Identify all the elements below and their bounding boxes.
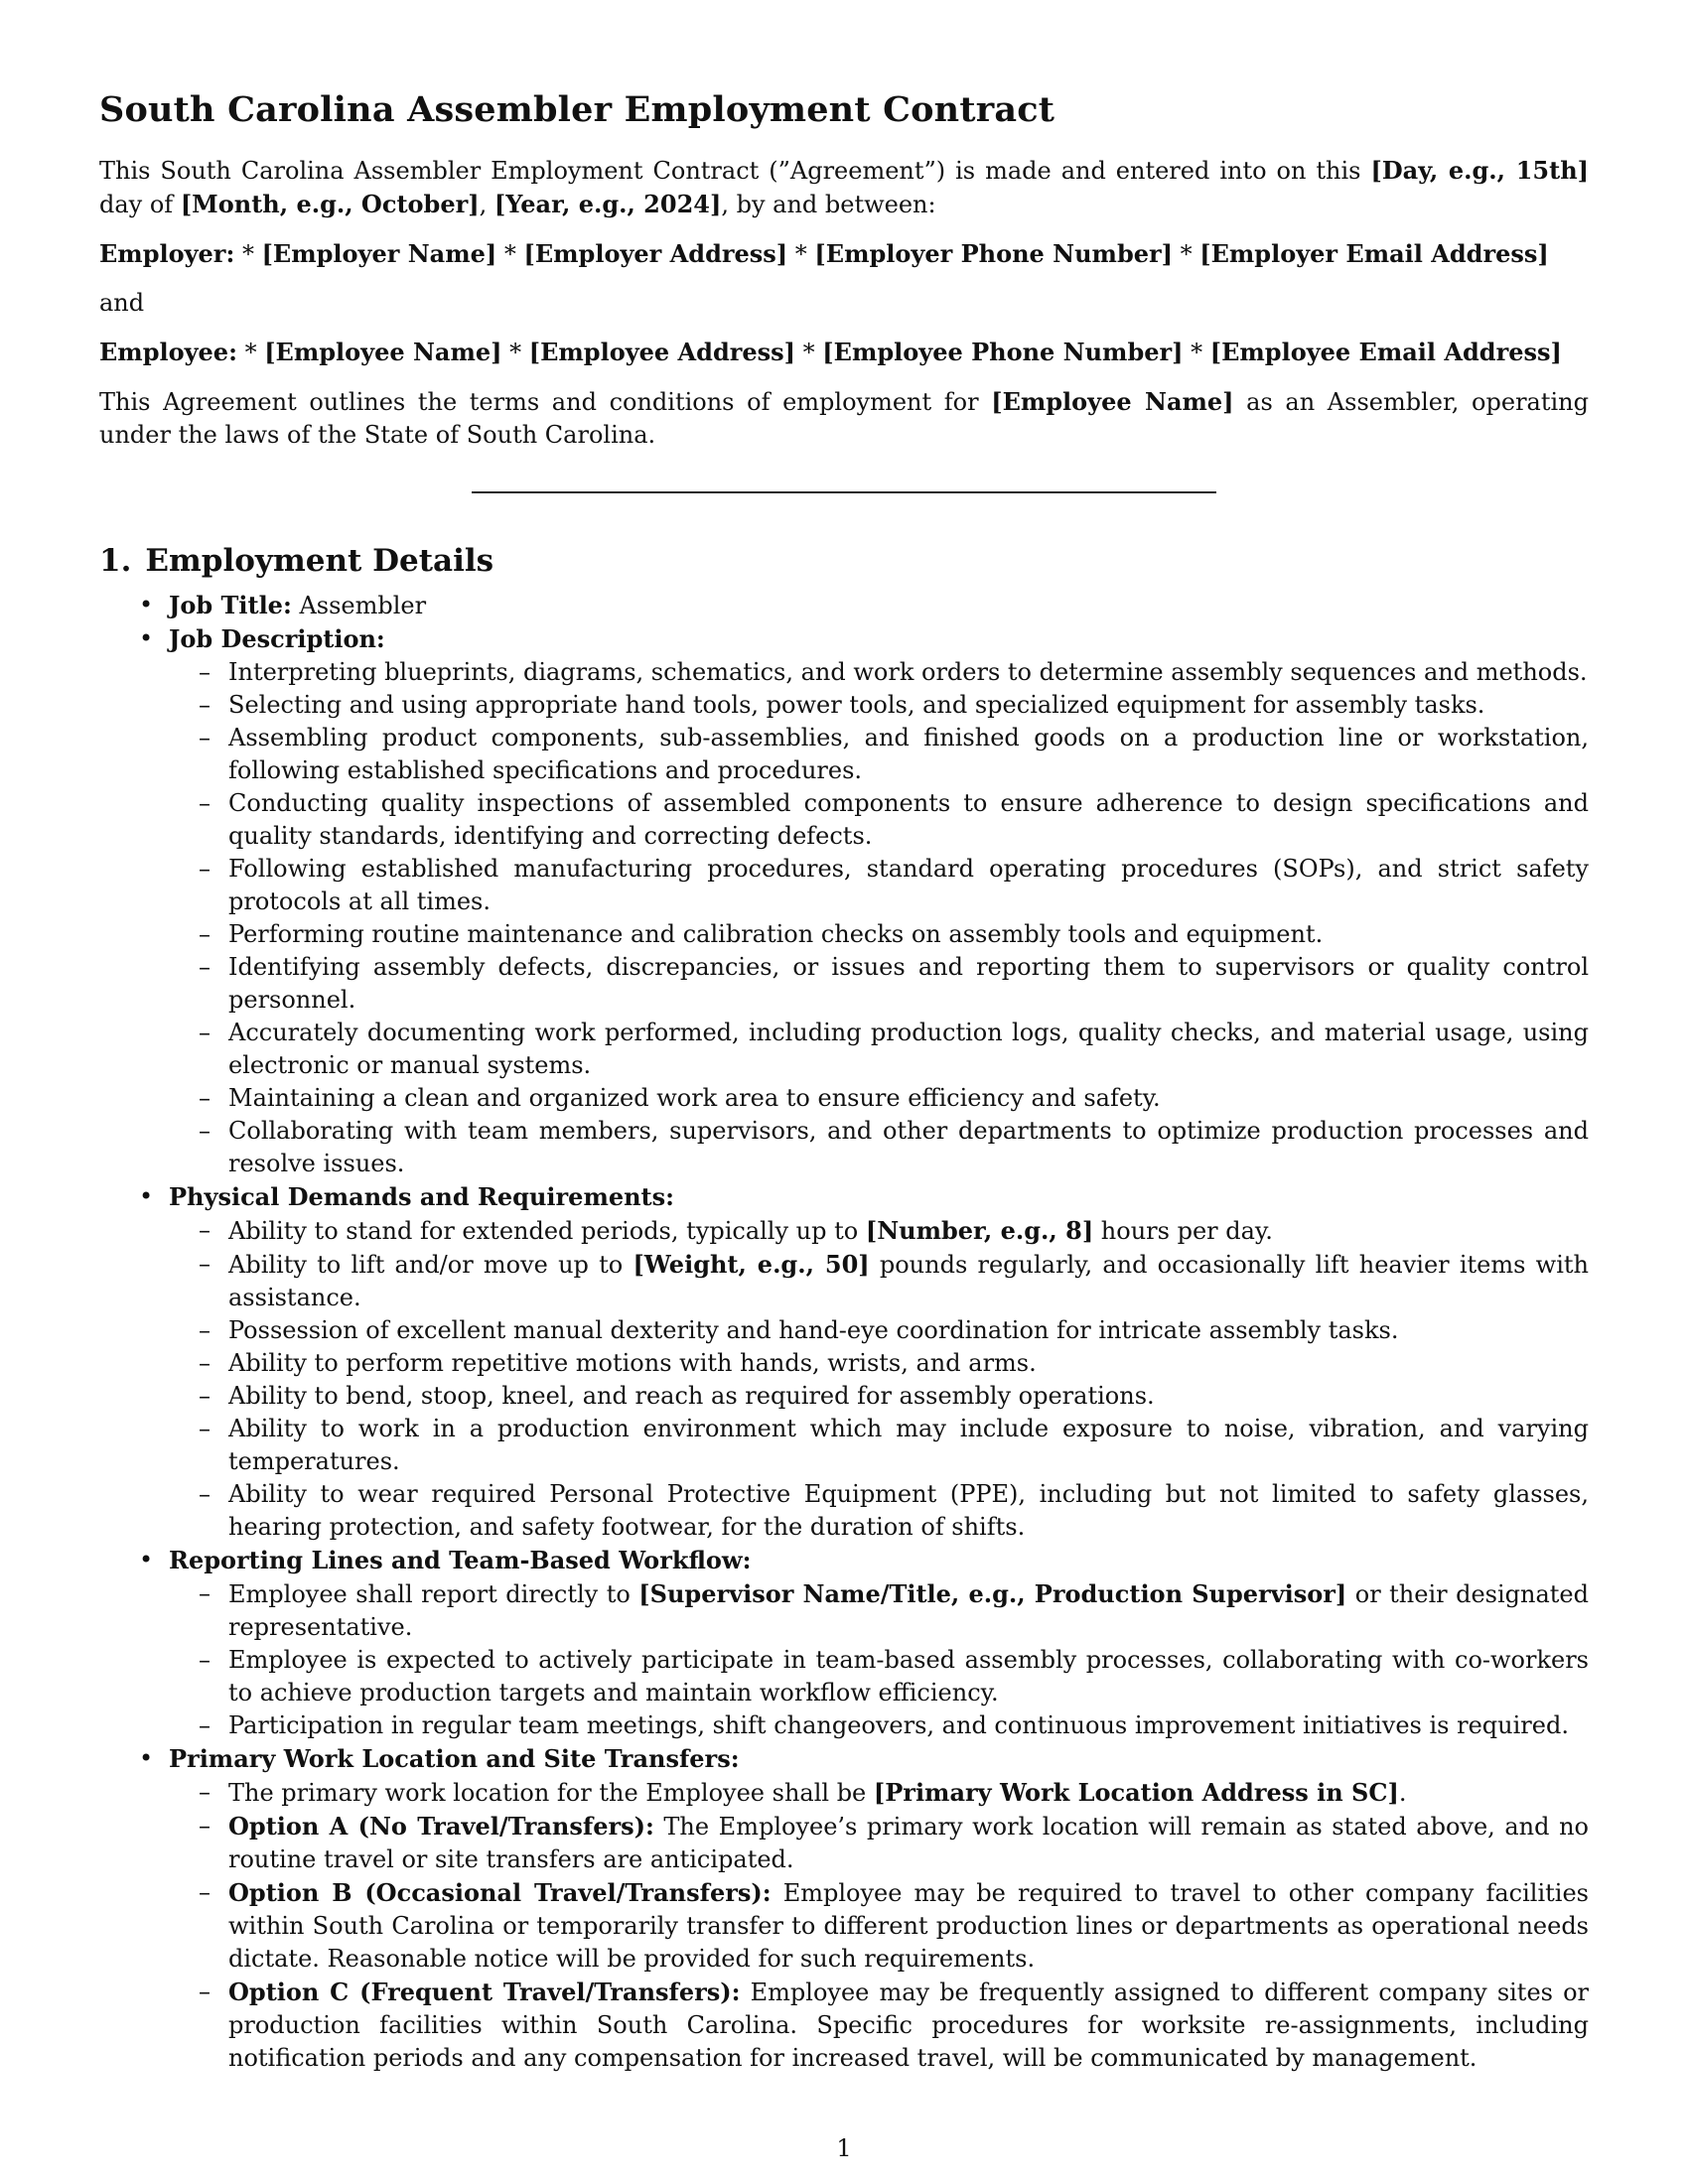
day-placeholder: [Day, e.g., 15th] [1370, 156, 1589, 185]
dash-icon: – [199, 1812, 211, 1840]
bullet-icon: • [139, 1546, 154, 1573]
horizontal-rule [472, 491, 1216, 493]
sub-list-item: – Collaborating with team members, supervisors, and other departments to optimize production processes and resolve issues. [199, 1117, 1589, 1177]
dash-icon: – [199, 724, 211, 751]
job-description-list [169, 656, 1589, 1180]
sub-list-item: – Accurately documenting work performed, including production logs, quality checks, and material usage, using electronic or manual systems. [199, 1019, 1589, 1079]
sub-list-item: – Conducting quality inspections of assembled components to ensure adherence to design specifications and quality standards, identifying and correcting defects. [199, 789, 1589, 850]
dash-icon: – [199, 1349, 211, 1377]
sub-list-item: – Identifying assembly defects, discrepancies, or issues and reporting them to supervisors or quality control personnel. [199, 953, 1589, 1014]
physical-demands-list [169, 1214, 1589, 1544]
sub-list-item: – The primary work location for the Employee shall be [Primary Work Location Address in SC]. [199, 1778, 1407, 1807]
sub-list-item: – Interpreting blueprints, diagrams, schematics, and work orders to determine assembly sequences and methods. [169, 656, 1589, 689]
bullet-icon: • [139, 624, 154, 652]
employer-line: Employer: * [Employer Name] * [Employer Address] * [Employer Phone Number] * [Employer Email Address] [99, 239, 1549, 268]
bullet-icon: • [139, 591, 154, 618]
list-item: • Primary Work Location and Site Transfers: – The primary work location for the Employee shall be [Primary Work Location Address in SC]. – Option A (No Travel/Transfers): The Employee’s primary work location will remain as stated above, and no routine travel or site transfers are anticipated. – Option B (Occasional Travel/Transfers): Employee may be required to travel to other company facilities within South Carolina or temporarily transfer to different production lines or departments as operational needs dictate. Reasonable notice will be provided for such requirements. – Option C (Frequent Travel/Transfers): Employee may be frequently assigned to different company sites or production facilities within South Carolina. Specific procedures for worksite re-assignments, including notification periods and any compensation for increased travel, will be communicated by management. [99, 1742, 1589, 2075]
bullet-icon: • [139, 1182, 154, 1210]
month-placeholder: [Month, e.g., October] [180, 190, 480, 218]
dash-icon: – [199, 1711, 211, 1739]
sub-list-item: – Employee is expected to actively participate in team-based assembly processes, collaborating with co-workers to achieve production targets and maintain workflow efficiency. [199, 1646, 1589, 1706]
employee-address: [Employee Address] [528, 338, 796, 366]
sub-list-item: – Option B (Occasional Travel/Transfers): Employee may be required to travel to other company facilities within South Carolina or temporarily transfer to different production lines or departments as operational needs dictate. Reasonable notice will be provided for such requirements. [199, 1878, 1589, 1973]
sub-list-item: – Option C (Frequent Travel/Transfers): Employee may be frequently assigned to different company sites or production facilities within South Carolina. Specific procedures for worksite re-assignments, including notification periods and any compensation for increased travel, will be communicated by management. [199, 1978, 1589, 2072]
dash-icon: – [199, 789, 211, 817]
and-text: and [99, 289, 145, 317]
employee-email: [Employee Email Address] [1209, 338, 1562, 366]
dash-icon: – [199, 1250, 211, 1278]
sub-list-item: – Ability to bend, stoop, kneel, and reach as required for assembly operations. [169, 1380, 1589, 1413]
sub-list-item: – Performing routine maintenance and calibration checks on assembly tools and equipment. [169, 918, 1589, 951]
dash-icon: – [199, 1382, 211, 1410]
employer-address: [Employer Address] [523, 239, 788, 268]
sub-list-item: – Assembling product components, sub-assemblies, and finished goods on a production line or workstation, following established specifications and procedures. [199, 724, 1589, 784]
list-item: • Physical Demands and Requirements: – Ability to stand for extended periods, typically up to [Number, e.g., 8] hours per day. – Ability to lift and/or move up to [Weight, e.g., 50] pounds regularly, and occasionally lift heavier items with assistance. – Possession of excellent manual dexterity and hand-eye coordination for intricate assembly tasks. – Ability to perform repetitive motions with hands, wrists, and arms. – Ability to bend, stoop, kneel, and reach as required for assembly operations. – Ability to work in a production environment which may include exposure to noise, vibration, and varying temperatures. – Ability to wear required Personal Protective Equipment (PPE), including but not limited to safety glasses, hearing protection, and safety footwear, for the duration of shifts. [99, 1180, 1589, 1544]
dash-icon: – [199, 920, 211, 948]
dash-icon: – [199, 953, 211, 981]
intro-paragraph: This South Carolina Assembler Employment Contract (”Agreement”) is made and entered into on this [Day, e.g., 15th] day of [Month, e.g., October], [Year, e.g., 2024], by and between: [99, 156, 1589, 218]
sub-list-item: – Ability to wear required Personal Protective Equipment (PPE), including but not limited to safety glasses, hearing protection, and safety footwear, for the duration of shifts. [199, 1480, 1589, 1541]
sub-list-item: – Participation in regular team meetings, shift changeovers, and continuous improvement initiatives is required. [169, 1709, 1589, 1742]
sub-list-item: – Possession of excellent manual dexterity and hand-eye coordination for intricate assembly tasks. [169, 1314, 1589, 1347]
sub-list-item: – Maintaining a clean and organized work area to ensure efficiency and safety. [169, 1082, 1589, 1115]
employee-name: [Employee Name] [264, 338, 502, 366]
sub-list-item: – Following established manufacturing procedures, standard operating procedures (SOPs), and strict safety protocols at all times. [199, 855, 1589, 915]
sub-list-item: – Ability to work in a production environment which may include exposure to noise, vibration, and varying temperatures. [199, 1415, 1589, 1475]
dash-icon: – [199, 1579, 211, 1607]
dash-icon: – [199, 855, 211, 883]
page-number: 1 [836, 2134, 852, 2162]
dash-icon: – [199, 1878, 211, 1906]
list-item: • Job Title: Assembler [139, 591, 427, 619]
list-item: • Reporting Lines and Team-Based Workflow: – Employee shall report directly to [Supervisor Name/Title, e.g., Production Supervisor] or their designated representative. – Employee is expected to actively participate in team-based assembly processes, collaborating with co-workers to achieve production targets and maintain workflow efficiency. – Participation in regular team meetings, shift changeovers, and continuous improvement initiatives is required. [99, 1544, 1589, 1742]
dash-icon: – [199, 1978, 211, 2005]
dash-icon: – [199, 658, 211, 686]
dash-icon: – [199, 1480, 211, 1508]
sub-list-item: – Option A (No Travel/Transfers): The Employee’s primary work location will remain as stated above, and no routine travel or site transfers are anticipated. [199, 1812, 1589, 1873]
dash-icon: – [199, 1117, 211, 1145]
sub-list-item: – Employee shall report directly to [Supervisor Name/Title, e.g., Production Supervisor] or their designated representative. [199, 1579, 1589, 1641]
bullet-icon: • [139, 1744, 154, 1772]
employee-phone: [Employee Phone Number] [822, 338, 1184, 366]
section-heading: 1. Employment Details [99, 543, 494, 579]
dash-icon: – [199, 691, 211, 719]
reporting-lines-list [169, 1577, 1589, 1742]
document-page [99, 60, 1589, 2075]
sub-list-item: – Ability to perform repetitive motions with hands, wrists, and arms. [169, 1347, 1589, 1380]
dash-icon: – [199, 1646, 211, 1674]
dash-icon: – [199, 1084, 211, 1112]
dash-icon: – [199, 1316, 211, 1344]
employer-email: [Employer Email Address] [1199, 239, 1549, 268]
work-location-list [169, 1776, 1589, 2075]
document-title: South Carolina Assembler Employment Contract [99, 89, 1055, 130]
employer-name: [Employer Name] [261, 239, 497, 268]
year-placeholder: [Year, e.g., 2024] [493, 190, 722, 218]
dash-icon: – [199, 1415, 211, 1442]
outline-paragraph: This Agreement outlines the terms and conditions of employment for [Employee Name] as an Assembler, operating under the laws of the State of South Carolina. [99, 387, 1589, 449]
employee-line: Employee: * [Employee Name] * [Employee Address] * [Employee Phone Number] * [Employee Email Address] [99, 338, 1562, 366]
employment-details-list [99, 589, 1589, 2075]
employer-phone: [Employer Phone Number] [814, 239, 1173, 268]
dash-icon: – [199, 1019, 211, 1046]
sub-list-item: – Ability to lift and/or move up to [Weight, e.g., 50] pounds regularly, and occasionally lift heavier items with assistance. [199, 1250, 1589, 1311]
sub-list-item: – Ability to stand for extended periods, typically up to [Number, e.g., 8] hours per day. [199, 1216, 1273, 1245]
dash-icon: – [199, 1778, 211, 1806]
list-item: • Job Description: – Interpreting blueprints, diagrams, schematics, and work orders to determine assembly sequences and methods. – Selecting and using appropriate hand tools, power tools, and specialized equipment for assembly tasks. – Assembling product components, sub-assemblies, and finished goods on a production line or workstation, following established specifications and procedures. – Conducting quality inspections of assembled components to ensure adherence to design specifications and quality standards, identifying and correcting defects. – Following established manufacturing procedures, standard operating procedures (SOPs), and strict safety protocols at all times. – Performing routine maintenance and calibration checks on assembly tools and equipment. – Identifying assembly defects, discrepancies, or issues and reporting them to supervisors or quality control personnel. – Accurately documenting work performed, including production logs, quality checks, and material usage, using electronic or manual systems. – Maintaining a clean and organized work area to ensure efficiency and safety. – Collaborating with team members, supervisors, and other departments to optimize production processes and resolve issues. [99, 622, 1589, 1180]
sub-list-item: – Selecting and using appropriate hand tools, power tools, and specialized equipment for assembly tasks. [169, 689, 1589, 722]
dash-icon: – [199, 1216, 211, 1244]
